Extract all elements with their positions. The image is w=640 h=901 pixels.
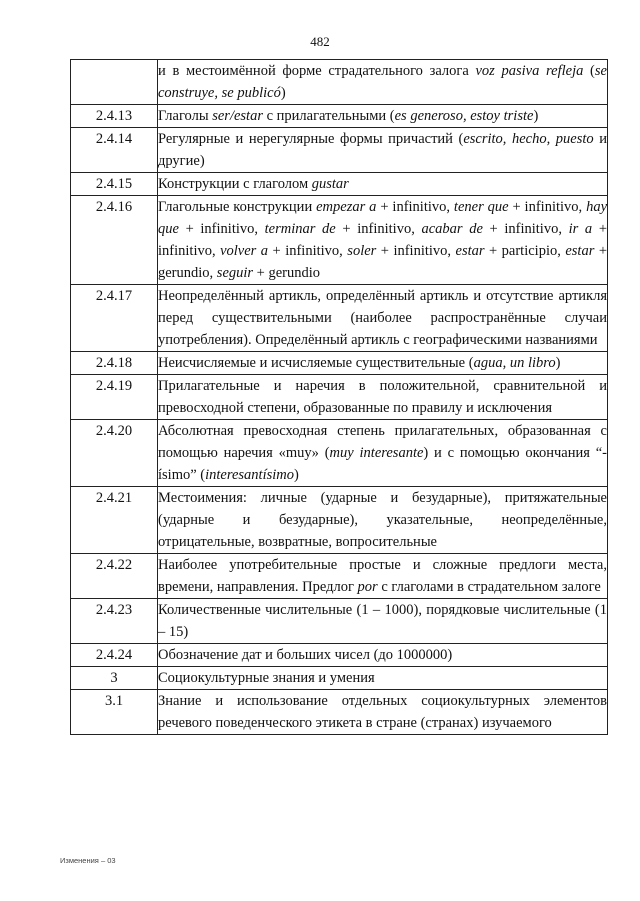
text-segment: ): [533, 108, 539, 124]
text-segment: + infinitivo,: [268, 243, 348, 259]
text-segment: + infinitivo,: [335, 221, 422, 237]
text-segment: ): [294, 467, 299, 483]
text-segment: (: [583, 63, 595, 79]
text-segment: и в местоимённой форме страдательного залога: [158, 63, 476, 79]
text-segment: с прилагательными (: [262, 108, 395, 124]
text-segment: + infinitivo,: [178, 221, 265, 237]
text-segment: Прилагательные и наречия в положительной, сравнительной и превосходной степени, образованные по правилу и исключения: [158, 378, 607, 416]
text-segment: Глаголы: [158, 108, 213, 124]
table-row: [71, 375, 608, 420]
table-row: [71, 352, 608, 375]
row-text: [158, 352, 608, 375]
row-number: 2.4.16: [71, 196, 158, 285]
row-number: 2.4.19: [71, 375, 158, 420]
italic-term: seguir: [216, 265, 254, 281]
text-segment: Абсолютная превосходная степень прилагательных, образованная с помощью наречия «muy» (: [158, 423, 607, 461]
row-number: 2.4.21: [71, 487, 158, 554]
italic-term: es generoso, estoy triste: [394, 108, 534, 124]
row-number: 2.4.17: [71, 285, 158, 352]
row-number: 2.4.18: [71, 352, 158, 375]
text-segment: Знание и использование отдельных социокультурных элементов речевого поведенческого этикета в стране (странах) изучаемого: [158, 693, 607, 731]
text-segment: Неисчисляемые и исчисляемые существительные (: [158, 355, 474, 371]
text-segment: + infinitivo,: [376, 243, 456, 259]
text-segment: + gerundio: [253, 265, 321, 281]
table-row: [71, 644, 608, 667]
row-text: [158, 375, 608, 420]
text-segment: + infinitivo,: [508, 199, 587, 215]
text-segment: Глагольные конструкции: [158, 199, 317, 215]
row-number: 2.4.22: [71, 554, 158, 599]
row-number: 2.4.20: [71, 420, 158, 487]
table-row: [71, 128, 608, 173]
table-row: [71, 667, 608, 690]
text-segment: ): [280, 85, 286, 101]
table-row: [71, 285, 608, 352]
text-segment: + infinitivo,: [158, 221, 608, 259]
row-text: [158, 196, 608, 285]
text-segment: + gerundio,: [158, 243, 608, 281]
row-number: 2.4.23: [71, 599, 158, 644]
italic-term: agua, un libro: [473, 355, 556, 371]
row-number: 2.4.15: [71, 173, 158, 196]
row-number: 2.4.24: [71, 644, 158, 667]
text-segment: ): [555, 355, 561, 371]
row-text: [158, 690, 608, 735]
row-text: [158, 487, 608, 554]
row-text: [158, 105, 608, 128]
italic-term: soler: [347, 243, 377, 259]
text-segment: + participio,: [484, 243, 566, 259]
italic-term: por: [357, 579, 378, 595]
row-text: [158, 554, 608, 599]
row-number: 3: [71, 667, 158, 690]
text-segment: Количественные числительные (1 – 1000), порядковые числительные (1 – 15): [158, 602, 607, 640]
italic-term: se construye, se publicó: [158, 63, 607, 101]
row-number: 3.1: [71, 690, 158, 735]
row-text: [158, 60, 608, 105]
text-segment: с глаголами в страдательном залоге: [377, 579, 601, 595]
italic-term: interesantísimo: [205, 467, 295, 483]
row-text: [158, 644, 608, 667]
italic-term: estar: [565, 243, 595, 259]
row-text: [158, 667, 608, 690]
text-segment: Конструкции с глаголом: [158, 176, 312, 192]
italic-term: escrito, hecho, puesto: [463, 131, 594, 147]
text-segment: + infinitivo,: [376, 199, 454, 215]
table-row: [71, 196, 608, 285]
text-segment: ) и с помощью окончания “-ísimo” (: [158, 445, 607, 483]
row-text: [158, 173, 608, 196]
table-row: [71, 173, 608, 196]
row-number: [71, 60, 158, 105]
row-text: [158, 599, 608, 644]
row-number: 2.4.14: [71, 128, 158, 173]
italic-term: volver a: [220, 243, 269, 259]
italic-term: voz pasiva refleja: [475, 63, 584, 79]
italic-term: ser/estar: [212, 108, 263, 124]
italic-term: ir a: [568, 221, 593, 237]
page-number: 482: [310, 34, 330, 49]
table-row: [71, 690, 608, 735]
table-row: [71, 105, 608, 128]
table-row: [71, 599, 608, 644]
italic-term: gustar: [311, 176, 349, 192]
row-text: [158, 420, 608, 487]
italic-term: empezar a: [316, 199, 377, 215]
table-row: [71, 60, 608, 105]
table-row: [71, 554, 608, 599]
text-segment: Социокультурные знания и умения: [158, 670, 375, 686]
text-segment: Обозначение дат и больших чисел (до 1000000): [158, 647, 453, 663]
italic-term: muy interesante: [329, 445, 424, 461]
row-text: [158, 128, 608, 173]
text-segment: Местоимения: личные (ударные и безударные), притяжательные (ударные и безударные), указательные, неопределённые, отрицательные, возвратные, вопросительные: [158, 490, 607, 550]
content-table: [70, 59, 608, 735]
text-segment: и другие): [158, 131, 608, 169]
italic-term: hay que: [158, 199, 607, 237]
table-row: [71, 420, 608, 487]
text-segment: Неопределённый артикль, определённый артикль и отсутствие артикля перед существительными (наиболее распространённые случаи употребления). Определённый артикль с географическими названиями: [158, 288, 607, 348]
footer-note: Изменения – 03: [60, 856, 116, 865]
italic-term: tener que: [453, 199, 509, 215]
text-segment: Наиболее употребительные простые и сложные предлоги места, времени, направления. Предлог: [158, 557, 607, 595]
row-text: [158, 285, 608, 352]
text-segment: Регулярные и нерегулярные формы причастий (: [158, 131, 464, 147]
row-number: 2.4.13: [71, 105, 158, 128]
italic-term: terminar de: [264, 221, 336, 237]
italic-term: estar: [455, 243, 485, 259]
table-body: [71, 60, 608, 735]
text-segment: + infinitivo,: [482, 221, 569, 237]
table-row: [71, 487, 608, 554]
italic-term: acabar de: [421, 221, 483, 237]
